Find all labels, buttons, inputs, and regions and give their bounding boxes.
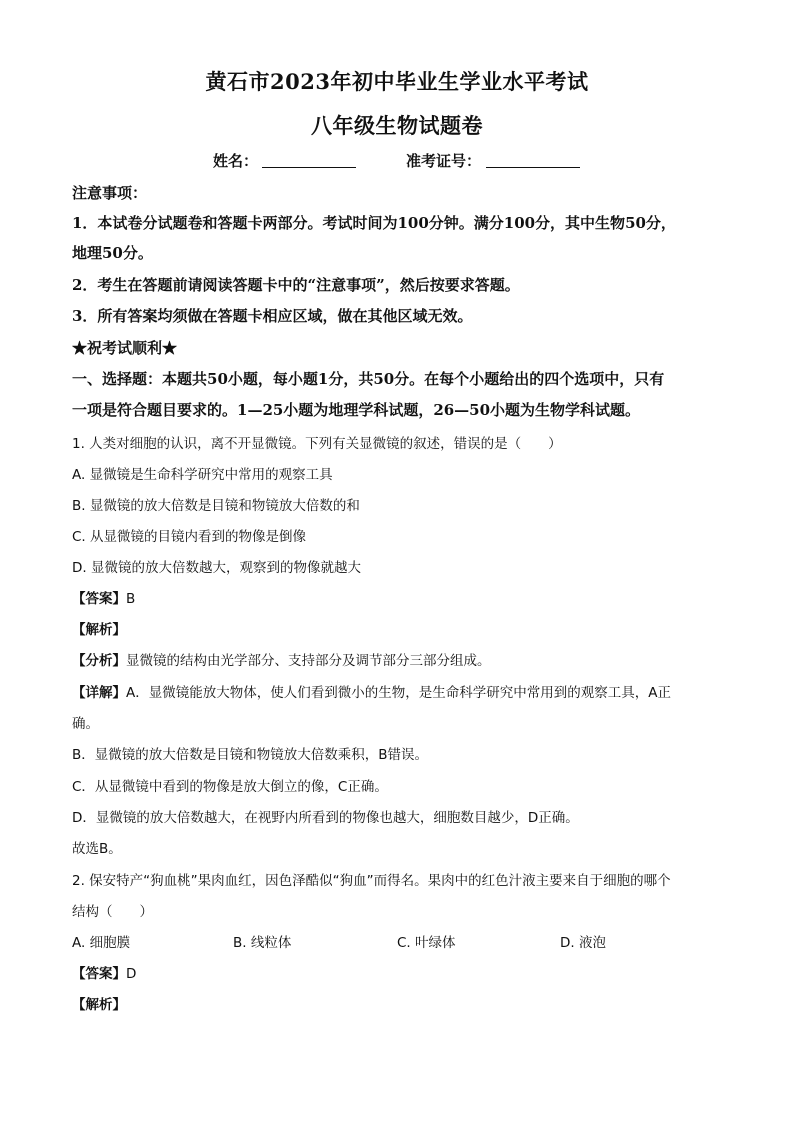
question-2-stem: 2. 保安特产“狗血桃”果肉血红，因色泽酷似“狗血”而得名。果肉中的红色汁液主要来自于细胞的哪个 [72, 873, 671, 889]
detail-tag: 【详解】 [72, 685, 126, 701]
question-1-detail-c: C．从显微镜中看到的物像是放大倒立的像，C正确。 [72, 779, 388, 795]
name-blank [262, 167, 356, 168]
id-blank [486, 167, 580, 168]
question-1-fenxi [72, 649, 722, 669]
fenxi-text: 显微镜的结构由光学部分、支持部分及调节部分三部分组成。 [126, 653, 491, 669]
question-1-detail-b: B．显微镜的放大倍数是目镜和物镜放大倍数乘积，B错误。 [72, 747, 429, 763]
detail-a-text: A．显微镜能放大物体，使人们看到微小的生物，是生命科学研究中常用到的观察工具，A正 [126, 685, 671, 701]
notice-item-1: 1．本试卷分试题卷和答题卡两部分。考试时间为100分钟。满分100分，其中生物50分， [72, 214, 676, 232]
question-2-option-c: C. 叶绿体 [397, 935, 456, 951]
fenxi-tag: 【分析】 [72, 653, 126, 669]
question-1-option-d: D. 显微镜的放大倍数越大，观察到的物像就越大 [72, 560, 361, 576]
question-2-answer [72, 962, 722, 982]
question-1-stem: 1. 人类对细胞的认识，离不开显微镜。下列有关显微镜的叙述，错误的是（ ） [72, 436, 562, 452]
question-1-detail-a-cont: 确。 [72, 716, 99, 732]
answer-tag: 【答案】 [72, 966, 126, 982]
name-label: 姓名： [213, 152, 259, 170]
answer-value: D [126, 966, 137, 982]
question-1-option-a: A. 显微镜是生命科学研究中常用的观察工具 [72, 467, 333, 483]
id-label: 准考证号： [406, 152, 482, 170]
question-1-answer [72, 587, 722, 607]
question-2-options [72, 931, 722, 953]
question-1-detail-a [72, 681, 722, 701]
question-1-option-b: B. 显微镜的放大倍数是目镜和物镜放大倍数的和 [72, 498, 360, 514]
question-2-analysis-tag: 【解析】 [72, 997, 126, 1013]
notice-item-1-cont: 地理50分。 [72, 244, 153, 262]
question-1-conclusion: 故选B。 [72, 841, 122, 857]
question-2-stem-cont: 结构（ ） [72, 904, 153, 920]
question-2-option-b: B. 线粒体 [233, 935, 292, 951]
notice-item-3: 3．所有答案均须做在答题卡相应区域，做在其他区域无效。 [72, 307, 473, 325]
notice-heading: 注意事项： [72, 184, 148, 202]
question-1-detail-d: D．显微镜的放大倍数越大，在视野内所看到的物像也越大，细胞数目越少，D正确。 [72, 810, 579, 826]
exam-subtitle: 八年级生物试题卷 [311, 113, 483, 138]
question-1-analysis-tag: 【解析】 [72, 622, 126, 638]
good-luck-line: ★祝考试顺利★ [72, 339, 178, 357]
question-2-option-d: D. 液泡 [560, 935, 606, 951]
question-2-option-a: A. 细胞膜 [72, 935, 131, 951]
question-1-option-c: C. 从显微镜的目镜内看到的物像是倒像 [72, 529, 307, 545]
answer-value: B [126, 591, 136, 607]
exam-title: 黄石市2023年初中毕业生学业水平考试 [205, 69, 589, 94]
notice-item-2: 2．考生在答题前请阅读答题卡中的“注意事项”，然后按要求答题。 [72, 276, 520, 294]
section-heading-cont: 一项是符合题目要求的。1—25小题为地理学科试题，26—50小题为生物学科试题。 [72, 401, 641, 419]
answer-tag: 【答案】 [72, 591, 126, 607]
section-heading: 一、选择题：本题共50小题，每小题1分，共50分。在每个小题给出的四个选项中，只有 [72, 370, 665, 388]
candidate-info [0, 150, 794, 172]
